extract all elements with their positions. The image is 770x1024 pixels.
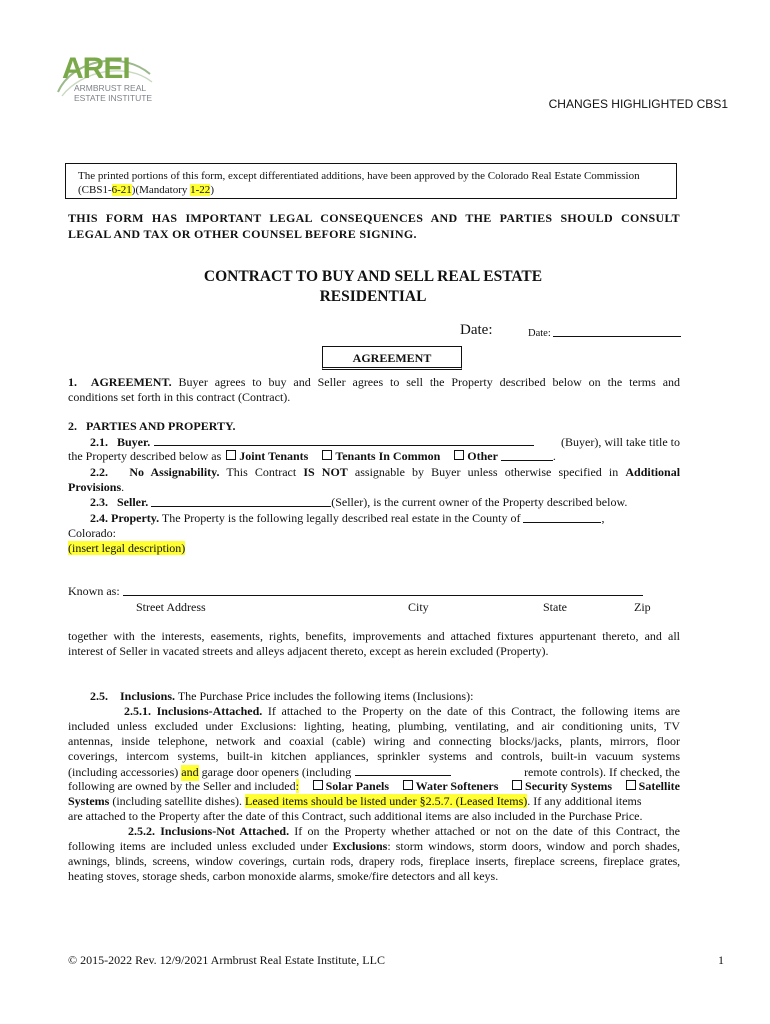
section-2-heading: 2. PARTIES AND PROPERTY. <box>68 419 236 433</box>
approval-notice-box <box>65 163 677 199</box>
section-2-3: 2.3. Seller. (Seller), is the current owner of the Property described below. <box>90 495 628 509</box>
section-1-line2: conditions set forth in this contract (Contract). <box>68 390 291 404</box>
logo-line1: ARMBRUST REAL <box>74 83 147 93</box>
logo-mark-text: AREI <box>62 52 130 85</box>
address-field[interactable] <box>123 584 643 596</box>
highlight-and: and <box>181 765 199 779</box>
addr-zip-label: Zip <box>634 600 651 614</box>
inclusions-line4: coverings, intercom systems, built-in kitchen appliances, sprinkler systems and controls, built-in vacuum systems <box>68 749 680 763</box>
notice-line2: (CBS1-6-21)(Mandatory 1-22) <box>78 184 214 196</box>
together-line1: together with the interests, easements, rights, benefits, improvements and attached fixtures appurtenant thereto, and all <box>68 629 680 643</box>
section-2-5-1-line1: 2.5.1. Inclusions-Attached. If attached to the Property on the date of this Contract, the following items are <box>124 704 680 718</box>
section-2-2-line1: 2.2. No Assignability. This Contract IS NOT assignable by Buyer unless otherwise specified in Additional <box>90 465 681 479</box>
contract-subtitle: RESIDENTIAL <box>319 288 427 305</box>
notice-line1: The printed portions of this form, except differentiated additions, have been approved by the Colorado Real Estate Commission <box>78 170 640 182</box>
addr-state-label: State <box>543 600 567 614</box>
remote-controls-count-field[interactable] <box>355 764 451 776</box>
solar-panels-checkbox[interactable] <box>313 780 323 790</box>
not-attached-line2: following items are included unless excluded under Exclusions: storm windows, storm doors, window and porch shades, <box>68 839 681 853</box>
inclusions-line6: following are owned by the Seller and included: Solar Panels Water Softeners Security Systems Satellite <box>68 779 680 793</box>
together-line2: interest of Seller in vacated streets and alleys adjacent thereto, except as herein excluded (Property). <box>68 644 549 658</box>
section-2-5-heading: 2.5. Inclusions. The Purchase Price includes the following items (Inclusions): <box>90 689 474 703</box>
inclusions-line5: (including accessories) and garage door openers (including remote controls). If checked, the <box>68 765 680 779</box>
not-attached-line4: heating stoves, storage sheds, carbon monoxide alarms, smoke/fire detectors and all keys. <box>68 869 499 883</box>
footer-page-number: 1 <box>718 953 724 967</box>
other-title-checkbox[interactable] <box>454 450 464 460</box>
section-1-line1: 1. AGREEMENT. Buyer agrees to buy and Seller agrees to sell the Property described below on the terms and <box>68 375 681 389</box>
agreement-heading-box: AGREEMENT <box>322 346 462 370</box>
addr-city-label: City <box>408 600 429 614</box>
date-label-small: Date: <box>528 328 551 339</box>
water-softeners-checkbox[interactable] <box>403 780 413 790</box>
not-attached-line3: awnings, blinds, screens, window coverings, curtain rods, drapery rods, fireplace inserts, fireplace screens, fireplace grates, <box>68 854 680 868</box>
logo-line2: ESTATE INSTITUTE <box>74 93 153 103</box>
legal-description-field[interactable]: (insert legal description) <box>68 541 186 555</box>
footer-copyright: © 2015-2022 Rev. 12/9/2021 Armbrust Real Estate Institute, LLC <box>68 953 385 967</box>
inclusions-line8: are attached to the Property after the date of this Contract, such additional items are also included in the Purchase Price. <box>68 809 643 823</box>
section-2-1-line1: 2.1. Buyer. (Buyer), will take title to <box>90 435 680 449</box>
satellite-systems-checkbox[interactable] <box>626 780 636 790</box>
date-label-large: Date: <box>460 322 493 338</box>
notice-hl-mandatory: 1-22 <box>190 184 211 196</box>
section-2-2-line2: Provisions. <box>68 480 125 494</box>
other-title-field[interactable] <box>501 449 553 461</box>
county-field[interactable] <box>523 511 601 523</box>
section-2-4: 2.4. Property. The Property is the following legally described real estate in the County of , <box>90 511 605 525</box>
contract-title: CONTRACT TO BUY AND SELL REAL ESTATE <box>203 268 543 285</box>
seller-name-field[interactable] <box>151 495 331 507</box>
notice-hl-version: 6-21 <box>111 184 132 196</box>
addr-street-label: Street Address <box>136 600 206 614</box>
legal-warning-line1: THIS FORM HAS IMPORTANT LEGAL CONSEQUENCES AND THE PARTIES SHOULD CONSULT <box>68 211 680 225</box>
inclusions-line2: included unless excluded under Exclusions: lighting, heating, plumbing, ventilating, and air conditioning units, TV <box>68 719 680 733</box>
inclusions-line3: antennas, inside telephone, network and coaxial (cable) wiring and connecting blocks/jacks, plants, mirrors, floor <box>68 734 680 748</box>
date-field[interactable] <box>553 325 681 337</box>
buyer-name-field[interactable] <box>154 434 534 446</box>
section-2-5-2-line1: 2.5.2. Inclusions-Not Attached. If on the Property whether attached or not on the date of this Contract, the <box>128 824 681 838</box>
legal-warning-line2: LEGAL AND TAX OR OTHER COUNSEL BEFORE SIGNING. <box>68 227 417 241</box>
changes-highlighted-note: CHANGES HIGHLIGHTED CBS1 <box>548 97 728 111</box>
joint-tenants-checkbox[interactable] <box>226 450 236 460</box>
inclusions-line7: Systems (including satellite dishes). Leased items should be listed under §2.5.7. (Leased Items). If any additional items <box>68 794 642 808</box>
security-systems-checkbox[interactable] <box>512 780 522 790</box>
known-as-line: Known as: <box>68 584 643 600</box>
tenants-in-common-checkbox[interactable] <box>322 450 332 460</box>
arei-logo <box>52 52 162 114</box>
colorado-label: Colorado: <box>68 526 116 540</box>
leased-items-highlight: Leased items should be listed under §2.5.7. (Leased Items) <box>244 794 528 808</box>
section-2-1-line2: the Property described below as Joint Tenants Tenants In Common Other . <box>68 449 556 463</box>
